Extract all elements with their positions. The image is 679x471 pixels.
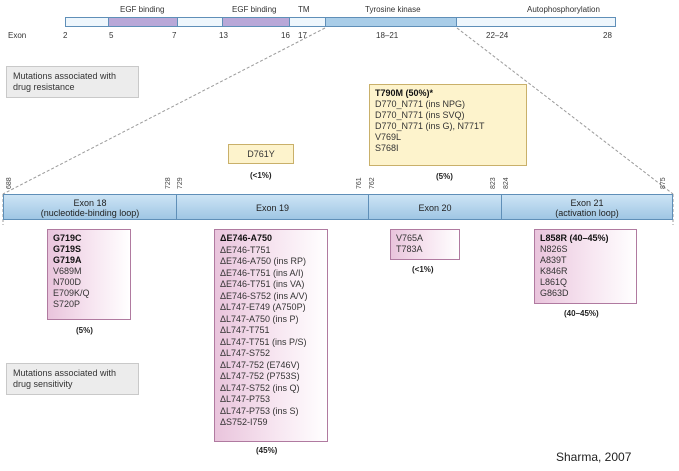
codon-number: 762 — [369, 177, 376, 189]
codon-number: 728 — [165, 177, 172, 189]
t790m-resistance-box — [369, 84, 527, 166]
mutation-item: V769L — [375, 132, 402, 142]
sensitivity-legend-box — [6, 363, 139, 395]
exon-tick: 2 — [63, 31, 68, 40]
exon-18-segment — [3, 194, 177, 220]
mutation-item: ΔL747-S752 (ins Q) — [220, 382, 300, 393]
exon-subtitle: (activation loop) — [555, 208, 619, 218]
codon-number: 688 — [6, 177, 13, 189]
citation-credit: Sharma, 2007 — [556, 450, 632, 464]
mutation-item: ΔE746-S752 (ins A/V) — [220, 290, 308, 301]
mutation-item: G719A — [53, 255, 82, 265]
resistance-legend-box — [6, 66, 139, 98]
mutation-item: ΔE746-T751 (ins A/I) — [220, 267, 304, 278]
sensitivity-legend-text: Mutations associated with drug sensitivity — [13, 368, 117, 389]
mutation-item: ΔL747-752 (P753S) — [220, 371, 300, 381]
mutation-item: ΔL747-A750 (ins P) — [220, 313, 299, 324]
exon20-percent: (<1%) — [412, 265, 434, 274]
exon19-percent: (45%) — [256, 446, 278, 455]
exon-20-segment — [368, 194, 502, 220]
exon-tick: 18–21 — [376, 31, 399, 40]
exon-name: Exon 21 — [570, 198, 604, 208]
exon21-percent: (40–45%) — [564, 309, 599, 318]
codon-number: 761 — [356, 177, 363, 189]
mutation-item: ΔE746-A750 — [220, 233, 273, 243]
mutation-item: N826S — [540, 244, 568, 254]
domain-label-egf2: EGF binding — [232, 5, 277, 14]
exon18-sensitivity-box — [47, 229, 131, 320]
d761y-resistance-box — [228, 144, 294, 164]
mutation-item: E709K/Q — [53, 288, 90, 298]
mutation-item: ΔE746-T751 — [220, 244, 271, 255]
mutation-item: ΔL747-T751 — [220, 325, 270, 335]
mutation-item: ΔL747-P753 (ins S) — [220, 405, 299, 416]
resistance-legend-text: Mutations associated with drug resistance — [13, 71, 117, 92]
exon21-sensitivity-box — [534, 229, 637, 304]
mutation-item: ΔL747-E749 (A750P) — [220, 302, 306, 312]
exon-name: Exon 18 — [73, 198, 107, 208]
mutation-item: ΔE746-T751 (ins VA) — [220, 279, 305, 289]
domain-label-kinase: Tyrosine kinase — [365, 5, 421, 14]
mutation-item: L861Q — [540, 277, 568, 287]
exon-19-segment — [176, 194, 369, 220]
mutation-item: D770_N771 (ins SVQ) — [375, 110, 465, 120]
exon-subtitle: (nucleotide-binding loop) — [40, 208, 140, 218]
mutation-item: N700D — [53, 277, 82, 287]
exon-21-segment — [501, 194, 673, 220]
exon19-sensitivity-box — [214, 229, 328, 442]
mutation-item: ΔL747-752 (E746V) — [220, 359, 300, 370]
mutation-item: ΔE746-A750 (ins RP) — [220, 256, 307, 266]
exon-tick: 28 — [603, 31, 612, 40]
codon-number: 729 — [177, 177, 184, 189]
mutation-item: G719S — [53, 244, 82, 254]
mutation-item: L858R (40–45%) — [540, 233, 609, 243]
t790m-percent: (5%) — [436, 172, 453, 181]
mutation-item: D761Y — [247, 149, 275, 159]
codon-number: 824 — [503, 177, 510, 189]
mutation-item: S768I — [375, 143, 399, 153]
mutation-item: D770_N771 (ins G), N771T — [375, 121, 485, 131]
mutation-item: G863D — [540, 288, 569, 298]
mutation-item: T783A — [396, 244, 423, 254]
exon-name: Exon 19 — [255, 203, 290, 213]
mutation-item: T790M (50%)* — [375, 88, 434, 98]
exon18-percent: (5%) — [76, 326, 93, 335]
exon-tick: 7 — [172, 31, 177, 40]
mutation-item: A839T — [540, 255, 567, 265]
mutation-item: D770_N771 (ins NPG) — [375, 99, 466, 109]
exon-prefix: Exon — [8, 31, 27, 40]
mutation-item: G719C — [53, 233, 82, 243]
mutation-item: K846R — [540, 266, 568, 276]
mutation-item: S720P — [53, 299, 81, 309]
exon-tick: 16 — [281, 31, 290, 40]
domain-label-tm: TM — [298, 5, 310, 14]
mutation-item: ΔL747-S752 — [220, 348, 271, 358]
exon-tick: 17 — [298, 31, 307, 40]
mutation-item: V689M — [53, 266, 82, 276]
mutation-item: ΔL747-P753 — [220, 394, 271, 404]
mutation-item: V765A — [396, 233, 424, 243]
d761y-percent: (<1%) — [250, 171, 272, 180]
exon-tick: 13 — [219, 31, 228, 40]
exon-tick: 5 — [109, 31, 114, 40]
domain-label-egf1: EGF binding — [120, 5, 165, 14]
mutation-item: ΔL747-T751 (ins P/S) — [220, 336, 307, 347]
exon-tick: 22–24 — [486, 31, 509, 40]
mutation-item: ΔS752-I759 — [220, 417, 268, 427]
domain-label-autophos: Autophosphorylation — [527, 5, 600, 14]
exon20-sensitivity-box — [390, 229, 460, 260]
codon-number: 823 — [490, 177, 497, 189]
codon-number: 875 — [660, 177, 667, 189]
exon-name: Exon 20 — [418, 203, 452, 213]
